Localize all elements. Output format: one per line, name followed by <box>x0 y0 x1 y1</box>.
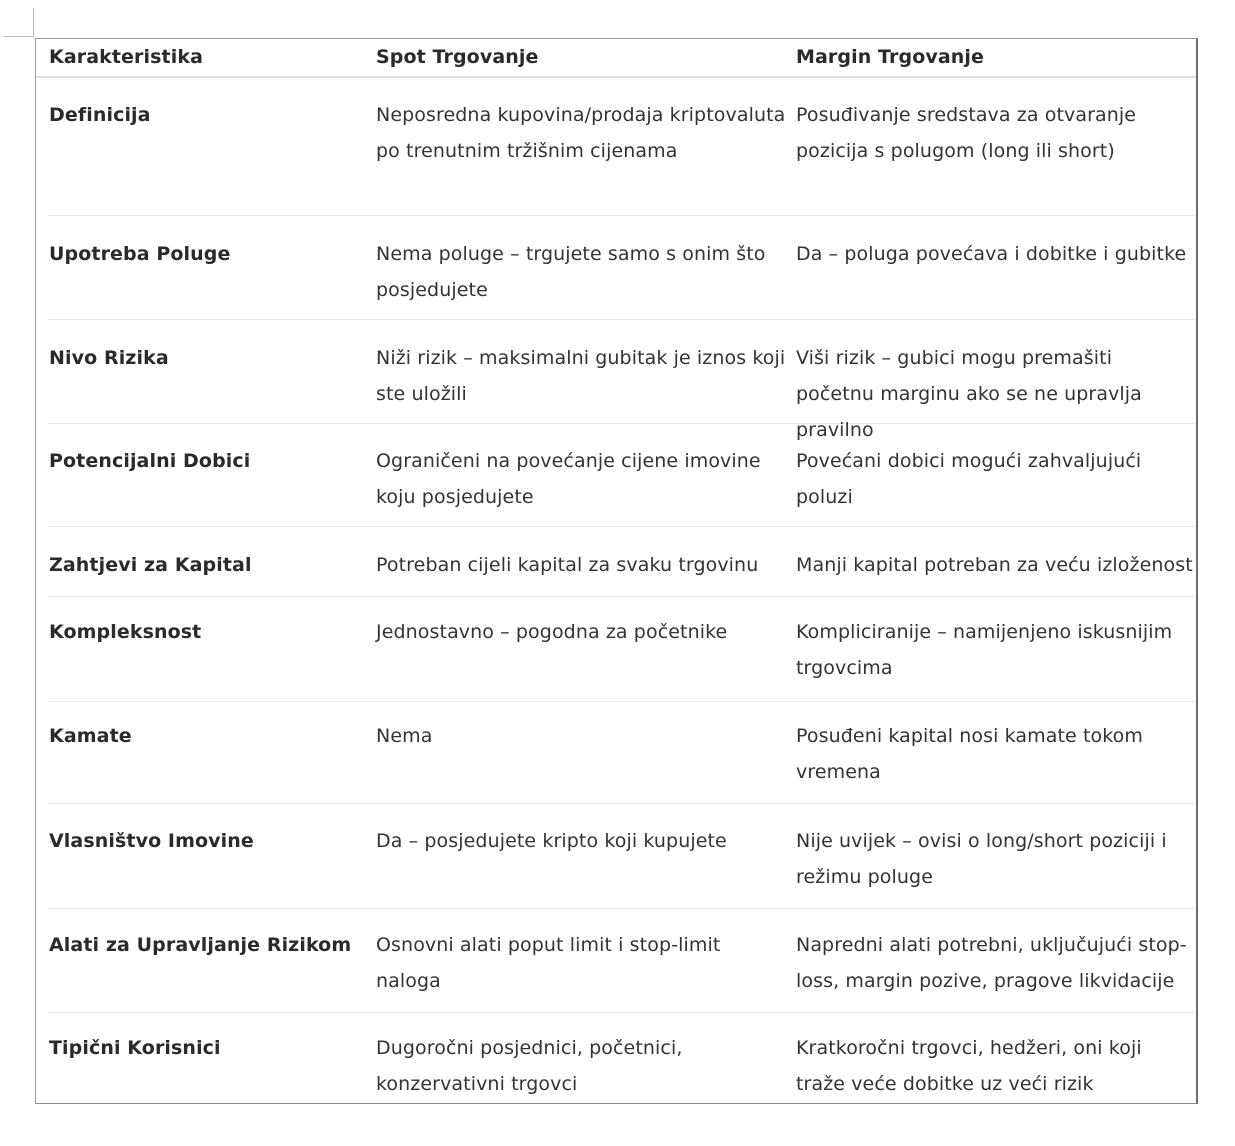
row-margin: Povećani dobici mogući zahvaljujući poluzi <box>796 450 1142 508</box>
crop-mark-vertical <box>33 8 34 36</box>
row-feature: Vlasništvo Imovine <box>49 830 254 852</box>
row-feature: Kompleksnost <box>49 621 202 643</box>
row-feature: Tipični Korisnici <box>49 1037 221 1059</box>
row-feature: Alati za Upravljanje Rizikom <box>49 934 352 956</box>
table-row <box>48 547 1196 597</box>
header-feature: Karakteristika <box>49 46 203 68</box>
table-row <box>48 236 1196 320</box>
row-feature: Kamate <box>49 725 132 747</box>
table-row <box>48 614 1196 702</box>
table-row <box>48 718 1196 804</box>
row-margin: Manji kapital potreban za veću izloženost <box>796 554 1193 576</box>
row-margin: Posuđivanje sredstava za otvaranje pozicija s polugom (long ili short) <box>796 104 1137 162</box>
header-margin: Margin Trgovanje <box>796 46 984 68</box>
row-margin: Viši rizik – gubici mogu premašiti početnu marginu ako se ne upravlja pravilno <box>796 347 1142 441</box>
row-spot: Niži rizik – maksimalni gubitak je iznos koji ste uložili <box>376 347 786 405</box>
row-spot: Nema poluge – trgujete samo s onim što posjedujete <box>376 243 766 301</box>
table-row <box>48 443 1196 527</box>
row-spot: Ograničeni na povećanje cijene imovine koju posjedujete <box>376 450 761 508</box>
header-spot: Spot Trgovanje <box>376 46 539 68</box>
comparison-table <box>35 38 1198 1104</box>
table-row <box>48 927 1196 1013</box>
table-row <box>48 340 1196 441</box>
row-feature: Upotreba Poluge <box>49 243 231 265</box>
table-row <box>48 97 1196 216</box>
table-header <box>36 39 1196 78</box>
row-margin: Kompliciranije – namijenjeno iskusnijim trgovcima <box>796 621 1173 679</box>
row-spot: Jednostavno – pogodna za početnike <box>376 621 728 643</box>
table-row <box>48 1030 1196 1104</box>
row-spot: Nema <box>376 725 433 747</box>
row-margin: Nije uvijek – ovisi o long/short poziciji i režimu poluge <box>796 830 1167 888</box>
row-spot: Da – posjedujete kripto koji kupujete <box>376 830 727 852</box>
row-feature: Nivo Rizika <box>49 347 169 369</box>
row-spot: Dugoročni posjednici, početnici, konzervativni trgovci <box>376 1037 683 1095</box>
row-feature: Definicija <box>49 104 151 126</box>
row-feature: Zahtjevi za Kapital <box>49 554 252 576</box>
row-spot: Potreban cijeli kapital za svaku trgovinu <box>376 554 759 576</box>
crop-mark-horizontal <box>4 36 34 37</box>
row-margin: Napredni alati potrebni, uključujući stop-loss, margin pozive, pragove likvidacije <box>796 934 1187 992</box>
row-margin: Posuđeni kapital nosi kamate tokom vremena <box>796 725 1143 783</box>
row-margin: Kratkoročni trgovci, hedžeri, oni koji traže veće dobitke uz veći rizik <box>796 1037 1142 1095</box>
row-spot: Neposredna kupovina/prodaja kriptovaluta po trenutnim tržišnim cijenama <box>376 104 786 162</box>
row-spot: Osnovni alati poput limit i stop-limit naloga <box>376 934 721 992</box>
row-feature: Potencijalni Dobici <box>49 450 251 472</box>
table-row <box>48 823 1196 909</box>
row-margin: Da – poluga povećava i dobitke i gubitke <box>796 243 1187 265</box>
